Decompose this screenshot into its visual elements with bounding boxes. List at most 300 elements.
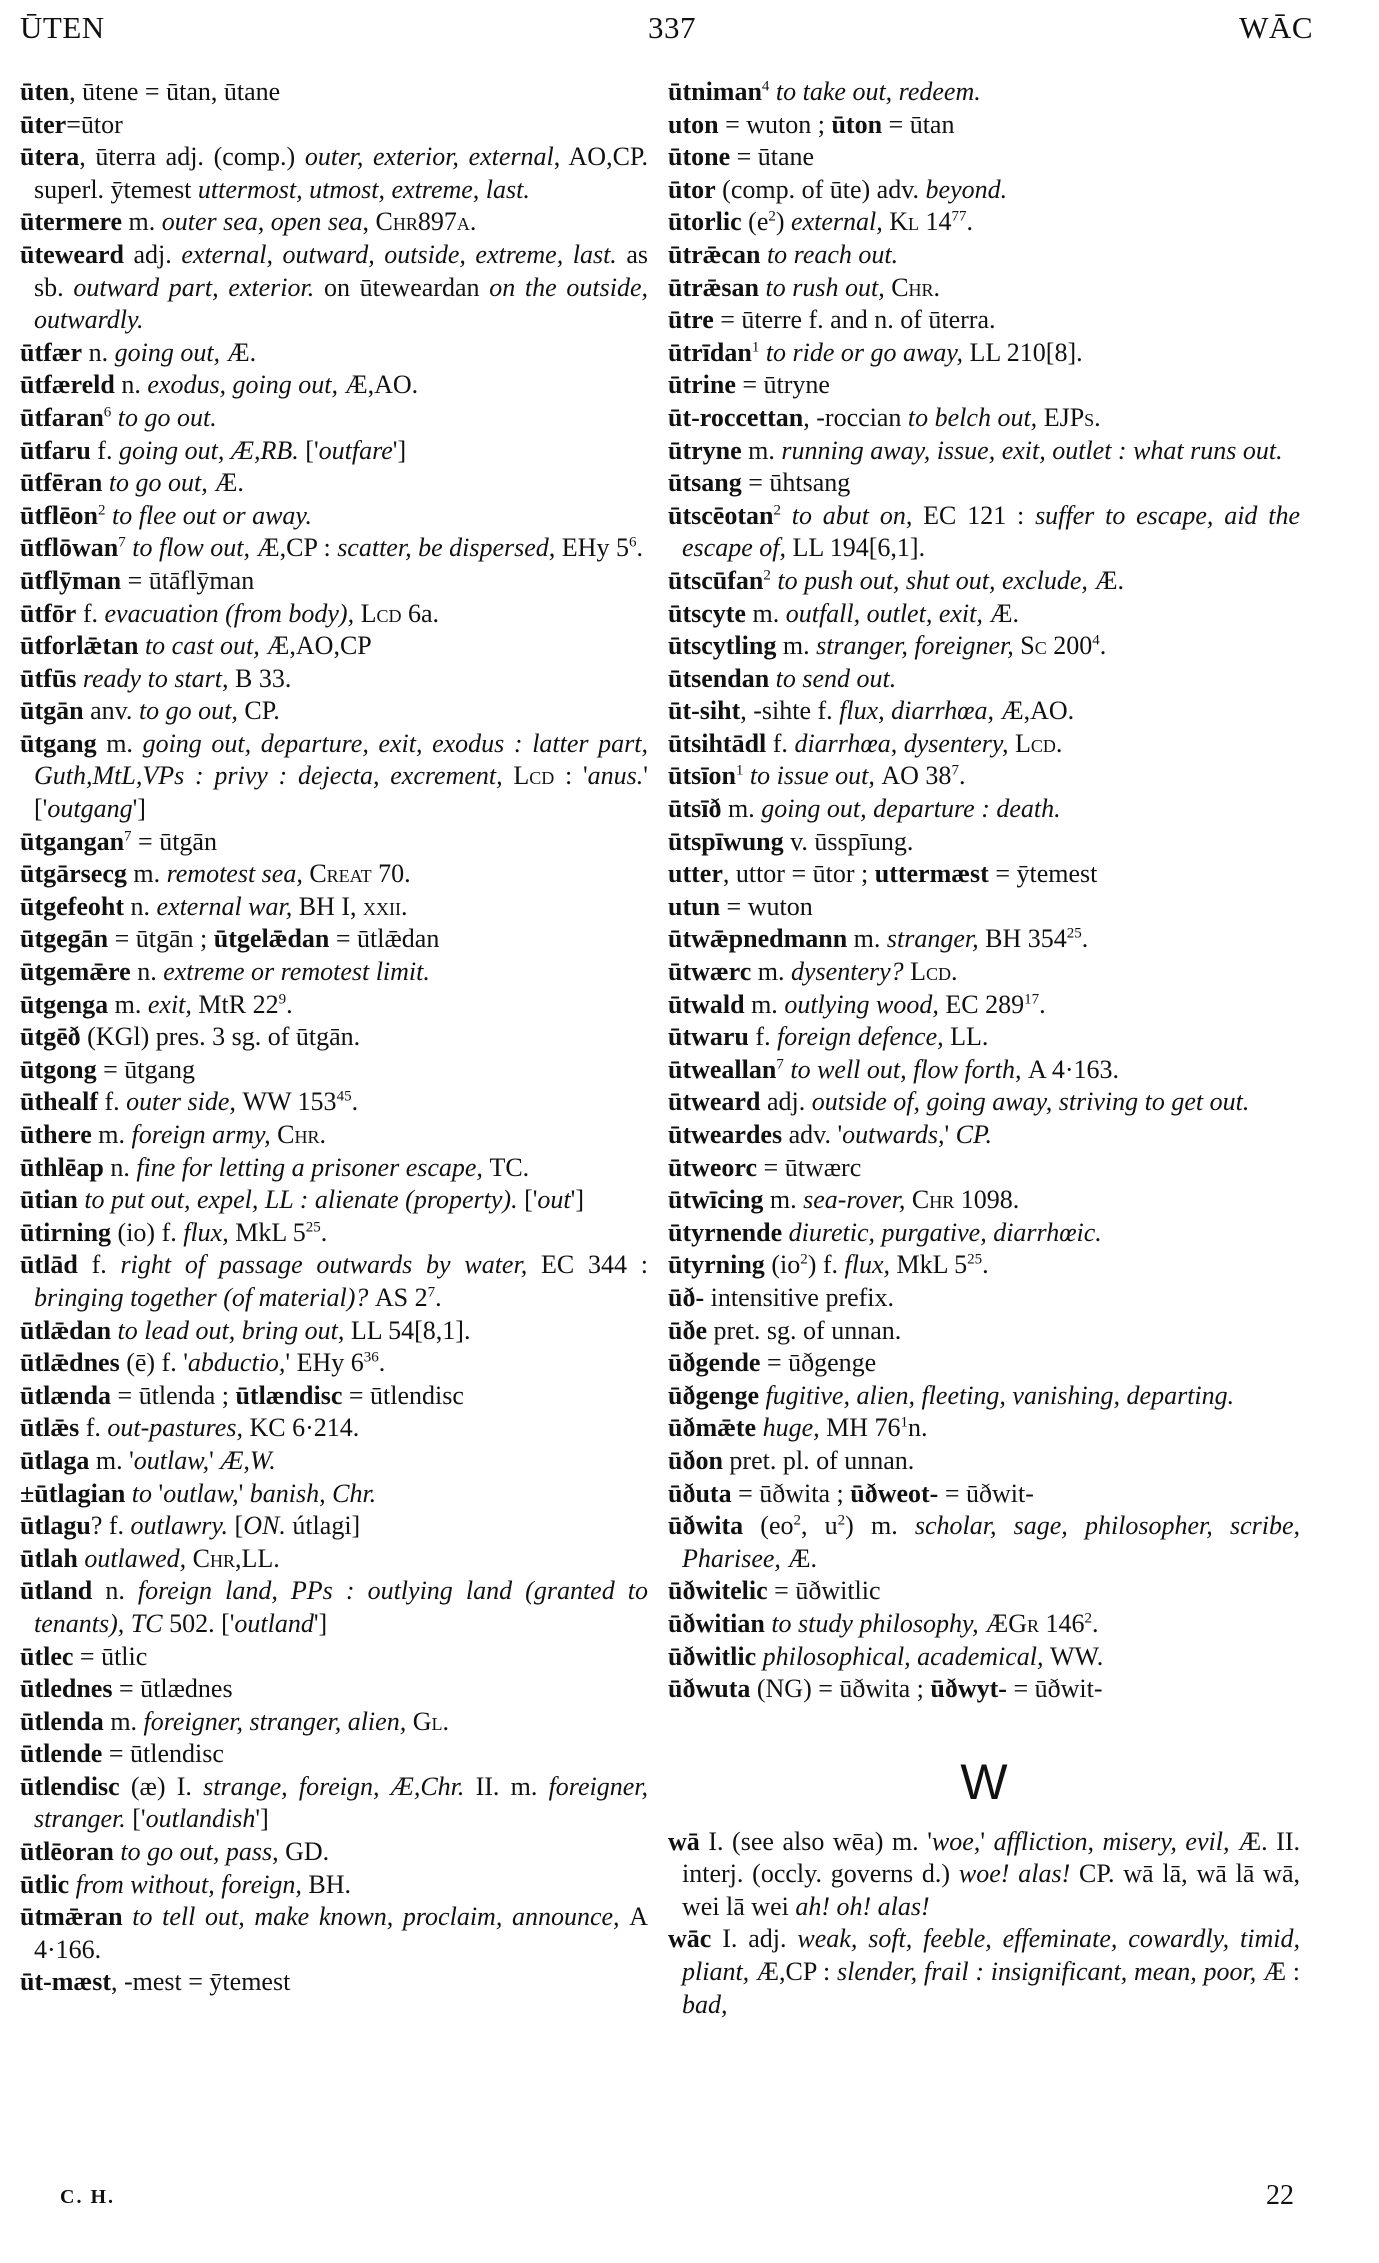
entry-text: '] xyxy=(392,435,407,465)
dictionary-entry xyxy=(668,793,1300,826)
entry-text: to flee out or away. xyxy=(105,500,313,530)
entry-text: n. xyxy=(103,1152,137,1182)
entry-text: . xyxy=(1081,924,1089,954)
entry-text: Æ : xyxy=(1262,1957,1300,1987)
headword: ūtscyte xyxy=(668,598,746,628)
entry-text: c xyxy=(1034,631,1047,661)
entry-text: n. xyxy=(92,1576,138,1606)
headword: uton xyxy=(668,109,719,139)
dictionary-entry xyxy=(20,989,648,1022)
entry-text: ,LL. xyxy=(235,1543,280,1573)
entry-text: out xyxy=(537,1185,571,1215)
entry-text: = ūðwitlic xyxy=(767,1576,881,1606)
entry-text: diarrhœa, dysentery, xyxy=(794,728,1015,758)
dictionary-entry xyxy=(20,1184,648,1217)
entry-text: n. xyxy=(82,337,115,367)
entry-text: to put out, expel, LL : alienate (property). xyxy=(77,1185,518,1215)
headword: ūtone xyxy=(668,142,731,172)
entry-text: , AO,CP. superl. ȳtemest xyxy=(34,142,649,204)
entry-text: pret. sg. of unnan. xyxy=(707,1315,902,1345)
dictionary-entry xyxy=(668,1641,1300,1674)
dictionary-entry xyxy=(20,76,648,109)
entry-text: weak, soft, feeble, effeminate, cowardly, timid, pliant, xyxy=(682,1924,1300,1987)
entry-text: outgang xyxy=(47,794,133,824)
entry-text: from without, foreign, xyxy=(69,1869,309,1899)
entry-text: [' xyxy=(298,435,319,465)
entry-text: bringing together (of material)? xyxy=(34,1282,375,1312)
headword: ūtfūs xyxy=(20,663,77,693)
entry-text: r xyxy=(1027,1608,1040,1638)
headword: ūtyrnende xyxy=(668,1217,783,1247)
entry-text: BH. xyxy=(308,1869,352,1899)
headword: ūtweard xyxy=(668,1087,761,1117)
entry-text: Kl xyxy=(889,207,919,237)
entry-text: I. (see also wēa) m. ' xyxy=(699,1826,932,1856)
entry-text: LL 54[8,1]. xyxy=(350,1315,471,1345)
entry-text: adj. xyxy=(123,239,182,269)
entry-text: outfall, outlet, exit, xyxy=(785,598,990,628)
dictionary-entry xyxy=(20,695,648,728)
running-head-right: WĀC xyxy=(1239,10,1313,45)
entry-text: (KGl) pres. 3 sg. of ūtgān. xyxy=(80,1022,361,1052)
dictionary-entry xyxy=(20,1836,648,1869)
entry-text: CP. xyxy=(955,1120,993,1149)
right-column xyxy=(668,76,1300,2021)
entry-text: outland xyxy=(234,1608,314,1638)
entry-text: bad, xyxy=(682,1989,728,2019)
entry-text: GD. xyxy=(285,1837,330,1867)
entry-text: outlying wood, xyxy=(784,989,946,1019)
entry-text: BH I, xyxy=(298,891,364,921)
headword: ūtlec xyxy=(20,1641,74,1671)
headword: ūtsendan xyxy=(668,663,770,693)
entry-text: 6 xyxy=(103,404,112,421)
entry-text: suffer to escape, aid the escape of, xyxy=(682,500,1300,563)
entry-text: abductio, xyxy=(187,1348,286,1378)
entry-text: EC 344 : xyxy=(540,1250,648,1280)
dictionary-entry xyxy=(20,1380,648,1413)
headword: ūtlaga xyxy=(20,1445,90,1475)
entry-text: = ūtgang xyxy=(96,1054,196,1084)
dictionary-entry xyxy=(20,598,648,631)
entry-text: m. xyxy=(741,435,782,465)
entry-text: beyond. xyxy=(925,174,1008,204)
dictionary-entry xyxy=(20,1966,648,1999)
entry-text: outer, exterior, external xyxy=(304,142,554,172)
entry-text: Chr. xyxy=(891,272,941,302)
dictionary-entry xyxy=(668,467,1300,500)
entry-text: outer side, xyxy=(126,1087,243,1117)
entry-text: = ūterre f. and n. of ūterra. xyxy=(713,305,996,335)
dictionary-entry xyxy=(20,402,648,435)
dictionary-entry xyxy=(668,630,1300,663)
entry-text: . xyxy=(351,1087,359,1117)
entry-text: 6 xyxy=(628,534,637,551)
entry-text: (io) f. xyxy=(111,1217,184,1247)
dictionary-entry xyxy=(668,858,1300,891)
headword: ūtscytling xyxy=(668,631,777,661)
entry-text: ' xyxy=(980,1826,994,1856)
entry-text: exodus, going out, xyxy=(147,370,345,400)
entry-text: extreme or remotest limit. xyxy=(163,957,430,987)
dictionary-entry xyxy=(668,369,1300,402)
entry-text: . xyxy=(982,1250,989,1280)
entry-text: n. xyxy=(908,1413,928,1443)
headword: ūtrīdan xyxy=(668,337,752,367)
entry-text: Chr xyxy=(911,1185,955,1215)
entry-text: [' xyxy=(517,1185,538,1215)
entry-text: to flow out, xyxy=(125,533,257,563)
entry-text: Æ. xyxy=(226,337,257,367)
entry-text: 1 xyxy=(735,762,744,779)
entry-text: 2 xyxy=(837,1512,846,1529)
dictionary-entry xyxy=(20,1152,648,1185)
headword: ūton xyxy=(831,109,883,139)
entry-text: '] xyxy=(313,1608,328,1638)
entry-text: Gl. xyxy=(412,1706,449,1736)
dictionary-entry xyxy=(20,1054,648,1087)
entry-text: 77 xyxy=(951,208,967,225)
entry-text: Lcd. xyxy=(910,957,958,987)
entry-text: outfare xyxy=(318,435,393,465)
headword: ūtlēoran xyxy=(20,1837,114,1867)
dictionary-entry xyxy=(668,1249,1300,1282)
entry-text: LL. xyxy=(950,1022,989,1052)
entry-text: to ride or go away, xyxy=(759,337,970,367)
entry-text: = ūtan xyxy=(882,109,955,139)
entry-text: flux, xyxy=(844,1250,897,1280)
entry-text: 6a. xyxy=(401,598,440,628)
entry-text: = ūtlic xyxy=(73,1641,148,1671)
entry-text: as sb. xyxy=(34,239,648,302)
entry-text: to abut on, xyxy=(780,500,924,530)
signature-number: 22 xyxy=(1266,2180,1294,2211)
entry-text: : ' xyxy=(554,761,588,791)
entry-text: = ūtlǣdan xyxy=(329,924,440,954)
headword: ūtfær xyxy=(20,337,83,367)
headword: ūðgende xyxy=(668,1348,761,1378)
dictionary-entry xyxy=(668,826,1300,859)
entry-text: I. adj. xyxy=(711,1924,798,1954)
entry-text: ' [' xyxy=(34,761,648,824)
dictionary-entry xyxy=(20,337,648,370)
headword: ūtflōwan xyxy=(20,533,119,563)
headword: ūtniman xyxy=(668,77,762,106)
entry-text: LL 210[8]. xyxy=(969,337,1083,367)
dictionary-entry xyxy=(20,1869,648,1902)
dictionary-entry xyxy=(20,1901,648,1966)
entry-text: 2 xyxy=(98,502,106,519)
dictionary-entry xyxy=(20,206,648,239)
headword: ūtflēon xyxy=(20,500,98,530)
dictionary-entry xyxy=(20,663,648,696)
entry-text: to lead out, bring out, xyxy=(111,1315,351,1345)
dictionary-entry xyxy=(668,1445,1300,1478)
headword: ūtlenda xyxy=(20,1706,104,1736)
entry-text: '] xyxy=(570,1185,584,1215)
entry-text: foreigner, stranger. xyxy=(34,1771,648,1834)
headword: utun xyxy=(668,891,721,921)
entry-text: = ȳtemest xyxy=(988,859,1098,889)
entry-text: strange, foreign, Æ,Chr. xyxy=(203,1771,465,1801)
entry-text: . xyxy=(1039,989,1046,1019)
entry-text: affliction, misery, evil, xyxy=(993,1826,1239,1856)
entry-text: 2 xyxy=(768,208,776,225)
dictionary-entry xyxy=(20,891,648,924)
entry-text: = ūðwita ; xyxy=(731,1478,851,1508)
entry-text: = ūðwit- xyxy=(1006,1674,1103,1704)
entry-text: to send out. xyxy=(769,663,897,693)
entry-text: woe! alas! xyxy=(958,1859,1080,1889)
entry-text: adj. xyxy=(760,1087,812,1117)
entry-text: = ūtlenda ; xyxy=(111,1380,236,1410)
dictionary-entry xyxy=(20,500,648,533)
entry-text: 7 xyxy=(124,828,132,844)
dictionary-entry xyxy=(668,1575,1300,1608)
headword: ūtfaran xyxy=(20,402,104,432)
dictionary-entry xyxy=(668,1021,1300,1054)
headword: ūtweorc xyxy=(668,1152,758,1182)
entry-text: CP. xyxy=(244,696,280,726)
headword: ūtlic xyxy=(20,1869,70,1899)
headword: ūtfēran xyxy=(20,468,103,498)
entry-text: . xyxy=(1092,1608,1099,1638)
dictionary-entry xyxy=(20,1347,648,1380)
entry-text: outlaw, xyxy=(133,1445,210,1475)
entry-text: out-pastures, xyxy=(107,1413,250,1443)
entry-text: outer sea, open sea xyxy=(161,207,363,237)
entry-text: ÆG xyxy=(985,1608,1027,1638)
entry-text: 45 xyxy=(336,1088,352,1105)
entry-text: , ūterra adj. (comp.) xyxy=(79,142,305,172)
dictionary-entry xyxy=(668,1184,1300,1217)
dictionary-entry xyxy=(668,1510,1300,1575)
entry-text: = wuton xyxy=(720,891,813,921)
entry-text: m. xyxy=(96,728,143,758)
entry-text: 9 xyxy=(278,990,287,1007)
entry-text: anv. xyxy=(83,696,139,726)
headword: ūten xyxy=(20,77,70,106)
entry-text: 25 xyxy=(967,1251,983,1268)
dictionary-entry xyxy=(20,565,648,598)
entry-text: adv. ' xyxy=(782,1120,843,1149)
headword: ūtscūfan xyxy=(668,565,764,595)
dictionary-entry xyxy=(668,304,1300,337)
entry-text: outlawed, xyxy=(77,1543,193,1573)
entry-text: m. xyxy=(126,859,167,889)
dictionary-entry xyxy=(668,1086,1300,1119)
dictionary-entry xyxy=(20,1543,648,1576)
section-letter-w: W xyxy=(960,1753,1008,1810)
headword: ūtlednes xyxy=(20,1674,113,1704)
entry-text: MkL 5 xyxy=(896,1250,968,1280)
entry-text: 25 xyxy=(305,1219,321,1236)
entry-text: ' xyxy=(209,1445,221,1475)
dictionary-entry xyxy=(20,1086,648,1119)
dictionary-entry xyxy=(20,923,648,956)
entry-text: to well out, flow forth, xyxy=(783,1054,1028,1084)
entry-text: slender, frail : insignificant, mean, poor, xyxy=(837,1957,1263,1987)
entry-text: EC 289 xyxy=(945,989,1025,1019)
dictionary-entry xyxy=(668,76,1300,109)
dictionary-entry xyxy=(668,174,1300,207)
headword: ūðwyt- xyxy=(930,1674,1007,1704)
entry-text: BH 354 xyxy=(985,924,1067,954)
entry-text: going out, Æ,RB. xyxy=(118,435,299,465)
entry-text: EC 121 : xyxy=(923,500,1036,530)
entry-text: outlandish xyxy=(145,1804,256,1834)
headword: ūtgēð xyxy=(20,1022,81,1052)
dictionary-entry xyxy=(20,858,648,891)
headword: ūtgangan xyxy=(20,826,125,856)
headword: ūtweallan xyxy=(668,1054,777,1084)
dictionary-entry xyxy=(20,1738,648,1771)
headword: ūtsang xyxy=(668,468,742,498)
entry-text: 25 xyxy=(1066,925,1082,942)
entry-text: ah! oh! alas! xyxy=(795,1891,930,1921)
entry-text: II. m. xyxy=(464,1771,549,1801)
headword: wā xyxy=(668,1826,700,1856)
entry-text: intensitive prefix. xyxy=(704,1282,895,1312)
entry-text: to go out, xyxy=(102,468,215,498)
dictionary-entry xyxy=(668,206,1300,239)
entry-text: Æ. xyxy=(787,1543,818,1573)
entry-text: to xyxy=(125,1478,159,1508)
headword: ūtgegān xyxy=(20,924,109,954)
entry-text: 36 xyxy=(363,1349,379,1366)
entry-text: , -mest = ȳtemest xyxy=(111,1967,291,1997)
headword: ūtforlǣtan xyxy=(20,631,139,661)
entry-text: 2 xyxy=(773,502,781,519)
entry-text: ' xyxy=(238,1478,250,1508)
u-entries xyxy=(668,76,1300,1706)
dictionary-entry xyxy=(668,337,1300,370)
entry-text: external war, xyxy=(156,891,299,921)
entry-text: f. xyxy=(98,1087,127,1117)
entry-text: on ūteweardan xyxy=(314,272,490,302)
entry-text: = ūtlendisc xyxy=(102,1739,224,1769)
dictionary-entry xyxy=(20,1673,648,1706)
entry-text: = ūtlædnes xyxy=(112,1674,233,1704)
entry-text: , u xyxy=(800,1511,838,1541)
headword: ūtmǣran xyxy=(20,1902,123,1932)
entry-text: foreigner, stranger, alien, xyxy=(143,1706,413,1736)
page-number: 337 xyxy=(648,10,696,45)
headword: ūðwitlic xyxy=(668,1641,757,1671)
headword: ūðon xyxy=(668,1445,723,1475)
entry-text: . xyxy=(320,1217,328,1247)
headword: ūðwitian xyxy=(668,1608,765,1638)
entry-text: [' xyxy=(125,1804,146,1834)
dictionary-entry xyxy=(20,1771,648,1836)
entry-text: = ūðwit- xyxy=(938,1478,1034,1508)
headword: ūtlagu xyxy=(20,1511,91,1541)
entry-text: m. xyxy=(745,598,786,628)
headword: ūtgong xyxy=(20,1054,97,1084)
headword: ±ūtlagian xyxy=(20,1478,126,1508)
dictionary-entry xyxy=(20,369,648,402)
entry-text: MtR 22 xyxy=(198,989,279,1019)
dictionary-entry xyxy=(668,923,1300,956)
entry-text: = ūtane xyxy=(730,142,815,172)
entry-text: m. xyxy=(721,794,762,824)
entry-text: AO 38 xyxy=(881,761,952,791)
entry-text: Chr xyxy=(192,1543,236,1573)
entry-text: Æ. xyxy=(989,598,1019,628)
headword: ūð- xyxy=(668,1282,705,1312)
entry-text: f. xyxy=(77,1250,121,1280)
headword: ūtspīwung xyxy=(668,826,784,856)
dictionary-entry xyxy=(20,1706,648,1739)
entry-text: remotest sea, xyxy=(166,859,310,889)
headword: ūtwald xyxy=(668,989,745,1019)
entry-text: A 4·166. xyxy=(34,1902,648,1964)
entry-text: f. xyxy=(79,1413,108,1443)
entry-text: = ūtgān ; xyxy=(108,924,214,954)
headword: ūt-roccettan xyxy=(668,402,804,432)
dictionary-entry xyxy=(668,500,1300,565)
headword: ūtlād xyxy=(20,1250,78,1280)
entry-text: ON. xyxy=(243,1511,286,1541)
entry-text: n. xyxy=(123,891,157,921)
headword: ūtgang xyxy=(20,728,97,758)
entry-text: Æ,AO. xyxy=(1000,696,1075,726)
entry-text: 4 xyxy=(1092,632,1100,649)
entry-text: [ xyxy=(228,1511,244,1541)
entry-text: flux, diarrhœa, xyxy=(839,696,1001,726)
entry-text: stranger, xyxy=(886,924,986,954)
entry-text: ' xyxy=(158,1478,164,1508)
entry-text: = ūtgān xyxy=(131,826,217,856)
entry-text: stranger, foreigner, xyxy=(816,631,1021,661)
headword: ūtera xyxy=(20,142,80,172)
headword: ūtscēotan xyxy=(668,500,774,530)
entry-text: external, xyxy=(791,207,890,237)
headword: ūtyrning xyxy=(668,1250,765,1280)
headword: ūtlǣs xyxy=(20,1413,80,1443)
entry-text: Æ,W. xyxy=(220,1445,276,1475)
signature-mark: C. H. xyxy=(60,2186,115,2208)
entry-text: (e xyxy=(741,207,769,237)
entry-text: to cast out, xyxy=(138,631,267,661)
entry-text: Lcd xyxy=(360,598,402,628)
dictionary-entry xyxy=(20,1510,648,1543)
dictionary-entry xyxy=(668,1217,1300,1250)
entry-text: s. xyxy=(1084,402,1101,432)
dictionary-entry xyxy=(668,956,1300,989)
entry-text: outlaw, xyxy=(163,1478,239,1508)
entry-text: KC 6·214. xyxy=(249,1413,360,1443)
headword: ūtfæreld xyxy=(20,370,115,400)
entry-text: '] xyxy=(255,1804,269,1834)
headword: ūðuta xyxy=(668,1478,732,1508)
entry-text: AS 2 xyxy=(374,1282,428,1312)
entry-text: Creat xyxy=(309,859,372,889)
dictionary-entry xyxy=(668,1315,1300,1348)
entry-text: , -roccian xyxy=(803,402,908,432)
headword: ūtlǣdnes xyxy=(20,1348,120,1378)
entry-text: scatter, be dispersed, xyxy=(337,533,562,563)
entry-text: 1 xyxy=(900,1414,909,1431)
entry-text: to push out, shut out, exclude, xyxy=(770,565,1095,595)
headword: ūtgārsecg xyxy=(20,859,127,889)
entry-text: foreign army, xyxy=(131,1120,278,1149)
dictionary-entry xyxy=(668,141,1300,174)
entry-text: TC. xyxy=(489,1152,530,1182)
entry-text: EHy 5 xyxy=(561,533,629,563)
headword: ūtwaru xyxy=(668,1022,749,1052)
entry-text: Æ. xyxy=(1094,565,1124,595)
